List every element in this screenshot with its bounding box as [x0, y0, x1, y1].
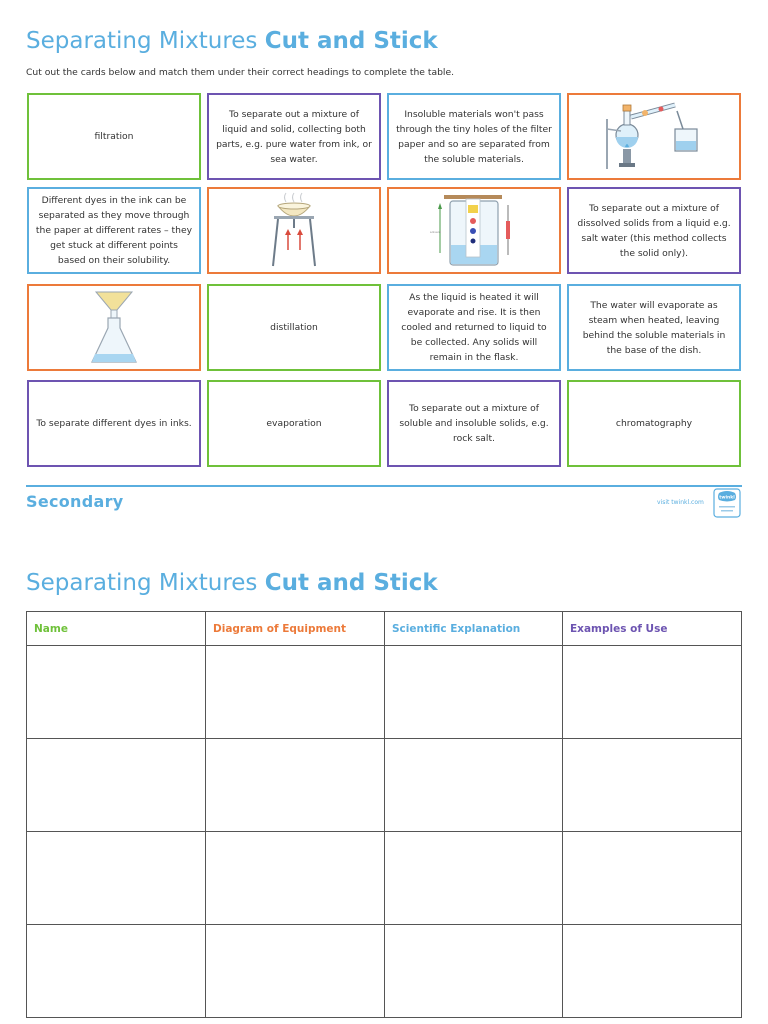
card-chromatography-diagram — [387, 187, 561, 274]
table-cell — [27, 739, 206, 832]
table-cell — [27, 646, 206, 739]
header-diagram: Diagram of Equipment — [206, 612, 385, 646]
table-cell — [563, 646, 742, 739]
table-row — [27, 832, 742, 925]
card-chromatography-explanation: Different dyes in the ink can be separated as they move through the paper at different rates – they get stuck at different points based on their solubility. — [27, 187, 201, 274]
card-filtration-diagram — [27, 284, 201, 371]
table-cell — [385, 646, 563, 739]
distillation-apparatus-icon — [599, 99, 709, 175]
evaporating-dish-icon — [264, 192, 324, 270]
card-distillation-diagram — [567, 93, 741, 180]
filter-funnel-icon — [84, 288, 144, 368]
page-title: Separating Mixtures Cut and Stick — [26, 28, 438, 54]
answer-table — [26, 611, 742, 1018]
svg-text:solvent: solvent — [430, 229, 441, 234]
card-distillation: distillation — [207, 284, 381, 371]
footer-divider — [26, 485, 742, 487]
secondary-brand: Secondary — [26, 492, 124, 511]
table-cell — [385, 739, 563, 832]
instructions: Cut out the cards below and match them under their correct headings to complete the table. — [26, 67, 455, 78]
visit-link[interactable]: visit twinkl.com — [657, 499, 704, 506]
chromatography-apparatus-icon — [424, 191, 524, 271]
table-cell — [563, 739, 742, 832]
card-insoluble-explanation: Insoluble materials won't pass through the tiny holes of the filter paper and so are separated from the soluble materials. — [387, 93, 561, 180]
header-explanation: Scientific Explanation — [385, 612, 563, 646]
table-cell — [385, 925, 563, 1018]
header-name: Name — [27, 612, 206, 646]
header-examples: Examples of Use — [563, 612, 742, 646]
twinkl-logo-icon — [713, 488, 741, 518]
page-title-2: Separating Mixtures Cut and Stick — [26, 570, 438, 596]
card-evaporation: evaporation — [207, 380, 381, 467]
table-cell — [563, 832, 742, 925]
card-filtration-use: To separate out a mixture of liquid and solid, collecting both parts, e.g. pure water from ink, or sea water. — [207, 93, 381, 180]
table-cell — [206, 646, 385, 739]
table-row — [27, 646, 742, 739]
table-cell — [385, 832, 563, 925]
table-cell — [206, 739, 385, 832]
card-chromatography: chromatography — [567, 380, 741, 467]
card-evaporation-use: To separate out a mixture of dissolved solids from a liquid e.g. salt water (this method collects the solid only). — [567, 187, 741, 274]
card-evaporation-diagram — [207, 187, 381, 274]
table-cell — [27, 832, 206, 925]
table-row — [27, 739, 742, 832]
card-filtration: filtration — [27, 93, 201, 180]
card-filtration-use-rock-salt: To separate out a mixture of soluble and insoluble solids, e.g. rock salt. — [387, 380, 561, 467]
logo-text: twinkl — [719, 495, 735, 501]
table-cell — [206, 925, 385, 1018]
table-cell — [27, 925, 206, 1018]
card-distillation-explanation: As the liquid is heated it will evaporate and rise. It is then cooled and returned to liquid to be collected. Any solids will remain in the flask. — [387, 284, 561, 371]
card-evaporation-explanation: The water will evaporate as steam when heated, leaving behind the soluble materials in the base of the dish. — [567, 284, 741, 371]
table-cell — [206, 832, 385, 925]
table-cell — [563, 925, 742, 1018]
table-row — [27, 925, 742, 1018]
card-dyes-use: To separate different dyes in inks. — [27, 380, 201, 467]
